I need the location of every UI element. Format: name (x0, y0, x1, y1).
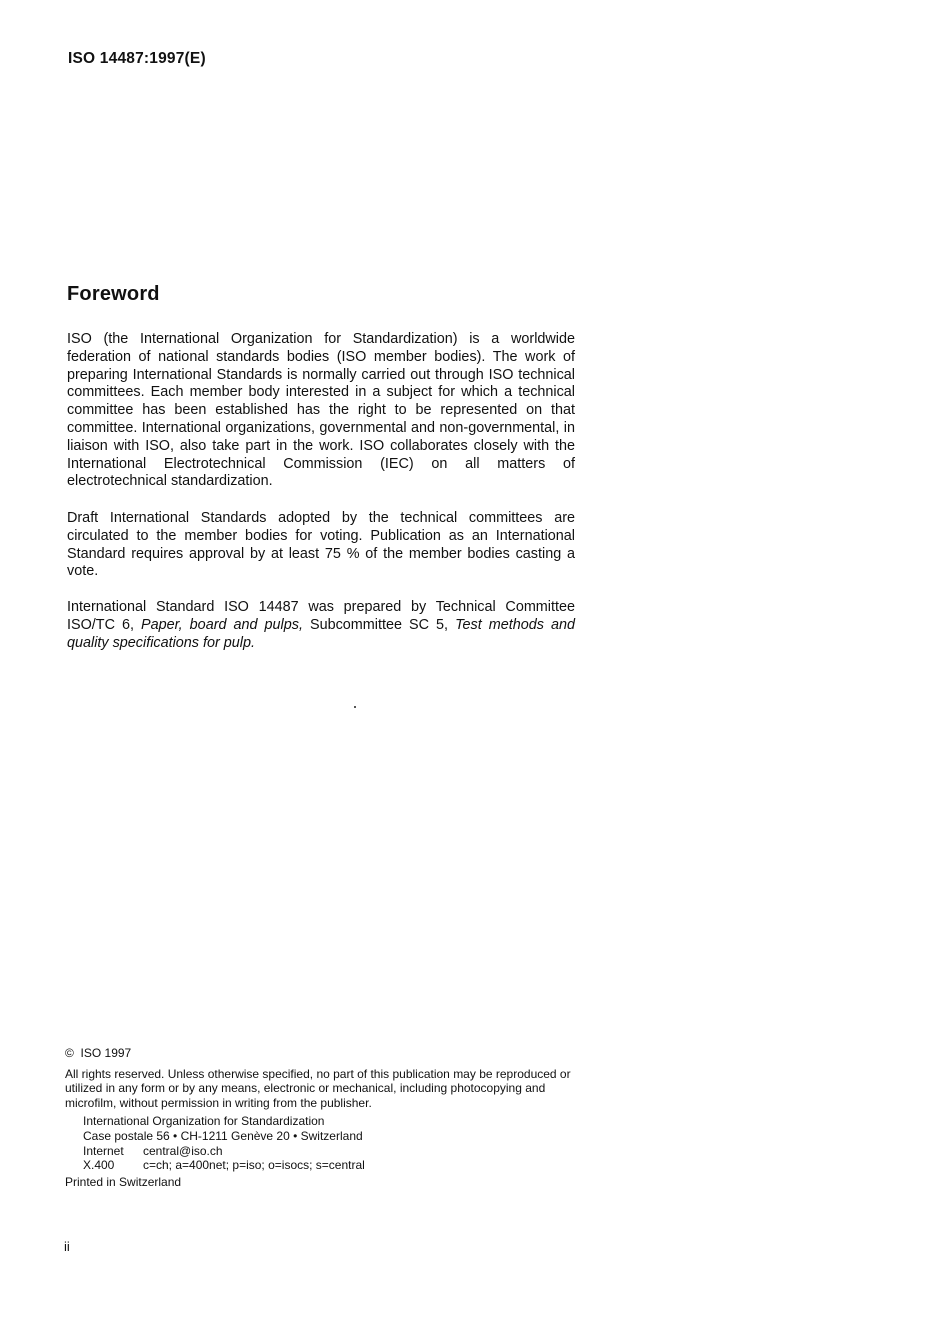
internet-label: Internet (83, 1143, 124, 1158)
internet-address: central@iso.ch (143, 1143, 223, 1158)
scan-speck (354, 706, 356, 708)
publisher-address (83, 1114, 577, 1172)
page-number: ii (64, 1239, 70, 1254)
internet-row (83, 1144, 577, 1159)
document-identifier: ISO 14487:1997(E) (68, 50, 206, 67)
x400-address: c=ch; a=400net; p=iso; o=isocs; s=central (143, 1158, 365, 1173)
paragraph-3-text-a: International Standard ISO 14487 was prepared by Technical Committee ISO/TC 6, (67, 599, 575, 633)
foreword-heading: Foreword (67, 283, 160, 305)
printed-in: Printed in Switzerland (65, 1174, 182, 1189)
postal-address: Case postale 56 • CH-1211 Genève 20 • Switzerland (83, 1128, 363, 1143)
x400-label: X.400 (83, 1158, 115, 1173)
copyright-line (65, 1046, 577, 1061)
foreword-paragraph-2: Draft International Standards adopted by the technical committees are circulated to the member bodies for voting. Publication as an International Standard requires approval by at least 75 % of the member bodies casting a vote. (67, 510, 575, 580)
committee-title: Paper, board and pulps, (141, 616, 303, 633)
copyright-block (65, 1046, 577, 1189)
paragraph-3-text-b: Subcommittee SC 5, (302, 616, 456, 633)
copyright-year: ISO 1997 (80, 1046, 132, 1060)
x400-row (83, 1158, 577, 1173)
publisher-name: International Organization for Standardization (83, 1114, 325, 1129)
foreword-paragraph-3 (67, 599, 575, 652)
foreword-paragraph-1: ISO (the International Organization for Standardization) is a worldwide federation of national standards bodies (ISO member bodies). The work of preparing International Standards is normally carried out through ISO technical committees. Each member body interested in a subject for which a technical committee has been established has the right to be represented on that committee. International organizations, governmental and non-governmental, in liaison with ISO, also take part in the work. ISO collaborates closely with the International Electrotechnical Commission (IEC) on all matters of electrotechnical standardization. (67, 331, 575, 490)
subcommittee-title: Test methods and quality specifications for pulp. (67, 616, 575, 651)
copyright-symbol-icon: © (65, 1046, 74, 1060)
rights-statement: All rights reserved. Unless otherwise specified, no part of this publication may be reproduced or utilized in any form or by any means, electronic or mechanical, including photocopying and microfilm, without permission in writing from the publisher. (65, 1066, 571, 1110)
